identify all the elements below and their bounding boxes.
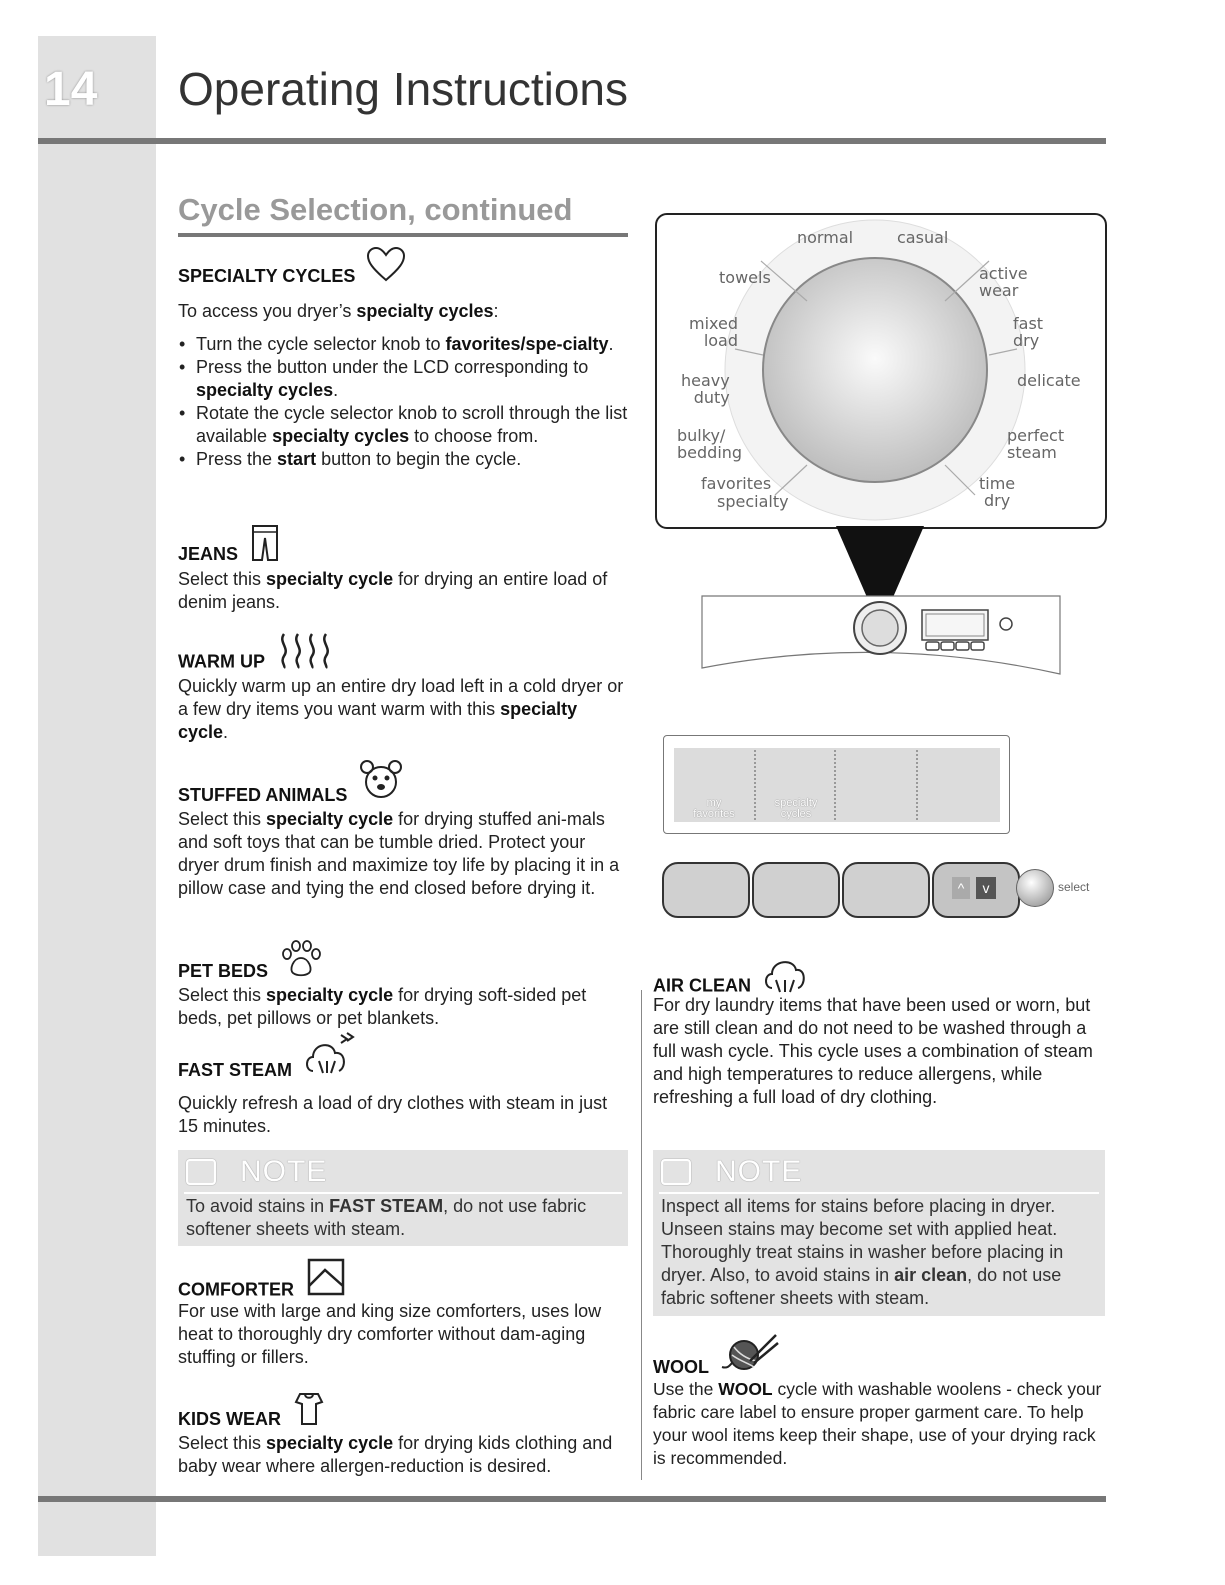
pet-beds-section: [178, 938, 628, 1030]
dial-label-casual: casual: [897, 228, 949, 247]
note-icon: [186, 1159, 216, 1185]
select-button[interactable]: [1016, 869, 1054, 907]
specialty-cycles-heading: SPECIALTY CYCLES: [178, 266, 356, 286]
cycle-selector-dial: [655, 213, 1107, 529]
section-title: Cycle Selection, continued: [178, 192, 573, 227]
select-label: select: [1058, 880, 1090, 894]
dial-label-delicate: delicate: [1017, 371, 1081, 390]
stuffed-animals-text: Select this specialty cycle for drying stuffed ani-mals and soft toys that can be tumble dried. Protect your dryer drum finish and maximize toy life by placing it in a pillow case and tying the end closed before drying it.: [178, 809, 620, 898]
lcd-label-specialty-cycles: specialty cycles: [774, 797, 818, 820]
lcd-divider: [916, 750, 919, 820]
chevron-down-icon[interactable]: v: [976, 877, 996, 899]
note-heading: NOTE: [715, 1155, 803, 1188]
jeans-heading: JEANS: [178, 544, 239, 564]
specialty-steps-list: [178, 333, 628, 471]
list-item: • Turn the cycle selector knob to favorites/spe-cialty.: [196, 333, 628, 356]
note-text: Inspect all items for stains before placing in dryer. Unseen stains may become set with applied heat. Thoroughly treat stains in washer before placing in dryer. Also, to avoid stains in air clean, do not use fabric softener sheets with steam.: [661, 1196, 1064, 1308]
lcd-divider: [754, 750, 757, 820]
heart-icon: [366, 246, 406, 308]
dial-label-perfect-steam: perfect steam: [1007, 426, 1065, 462]
stuffed-animals-section: [178, 756, 628, 900]
dial-label-bulky-bedding: bulky/ bedding: [677, 426, 743, 462]
wool-text: Use the WOOL cycle with washable woolens - check your fabric care label to ensure proper garment care. To help your wool items keep their shape, use of your drying rack is recommended.: [653, 1379, 1102, 1468]
pet-beds-text: Select this specialty cycle for drying soft-sided pet beds, pet pillows or pet blankets.: [178, 985, 587, 1028]
specialty-intro: To access you dryer’s specialty cycles:: [178, 301, 499, 321]
note-heading: NOTE: [240, 1155, 328, 1188]
section-rule: [178, 233, 628, 237]
lcd-label-my-favorites: my favorites: [693, 797, 735, 820]
dial-label-active-wear: active wear: [979, 264, 1028, 300]
comforter-heading: COMFORTER: [178, 1279, 294, 1300]
warm-up-section: [178, 630, 628, 744]
dial-label-mixed-load: mixed load: [689, 314, 739, 350]
chevron-up-icon[interactable]: ^: [952, 877, 970, 899]
note-divider: [184, 1192, 622, 1194]
warm-up-heading: WARM UP: [178, 651, 265, 672]
page-sidebar: [38, 36, 156, 1556]
fast-steam-section: [178, 1026, 628, 1138]
comforter-section: [178, 1256, 628, 1369]
header-rule: [38, 138, 1106, 144]
footer-rule: [38, 1496, 1106, 1502]
dial-label-favorites: favorites: [701, 474, 772, 493]
stuffed-animals-heading: STUFFED ANIMALS: [178, 785, 348, 805]
lcd-divider: [834, 750, 837, 820]
dial-label-heavy-duty: heavy duty: [681, 371, 730, 407]
fast-steam-text: Quickly refresh a load of dry clothes with steam in just 15 minutes.: [178, 1093, 608, 1136]
lcd-button-3[interactable]: [842, 862, 930, 918]
page-title: Operating Instructions: [178, 63, 629, 115]
fast-steam-heading: FAST STEAM: [178, 1060, 293, 1080]
kids-wear-heading: KIDS WEAR: [178, 1409, 281, 1429]
list-item: • Press the start button to begin the cycle.: [196, 448, 628, 471]
lcd-button-1[interactable]: [662, 862, 750, 918]
kids-wear-text: Select this specialty cycle for drying kids clothing and baby wear where allergen-reduction is desired.: [178, 1433, 613, 1476]
air-clean-section: [653, 950, 1108, 1109]
jeans-text: Select this specialty cycle for drying an entire load of denim jeans.: [178, 569, 608, 612]
note-divider: [659, 1192, 1099, 1194]
note-icon: [661, 1159, 691, 1185]
warm-up-text: Quickly warm up an entire dry load left in a cold dryer or a few dry items you want warm with this specialty cycle.: [178, 676, 624, 742]
note-box-air-clean: [653, 1150, 1105, 1316]
note-box-fast-steam: [178, 1150, 628, 1246]
jeans-section: [178, 524, 628, 614]
scroll-buttons[interactable]: [932, 862, 1020, 918]
list-item: • Press the button under the LCD corresponding to specialty cycles.: [196, 356, 628, 402]
pet-beds-heading: PET BEDS: [178, 961, 269, 981]
note-text: To avoid stains in FAST STEAM, do not use fabric softener sheets with steam.: [186, 1196, 587, 1239]
kids-wear-section: [178, 1386, 628, 1478]
control-panel-illustration: [700, 594, 1062, 680]
page-number: 14: [44, 63, 98, 116]
lcd-display: [663, 735, 1010, 834]
wool-section: [653, 1330, 1108, 1470]
lcd-button-2[interactable]: [752, 862, 840, 918]
column-divider: [641, 990, 642, 1480]
air-clean-heading: AIR CLEAN: [653, 975, 751, 996]
list-item: • Rotate the cycle selector knob to scroll through the list available specialty cycles to choose from.: [196, 402, 628, 448]
specialty-cycles-section: [178, 246, 628, 471]
dial-label-normal: normal: [797, 228, 854, 247]
dial-label-specialty: specialty: [717, 492, 789, 511]
dial-label-fast-dry: fast dry: [1013, 314, 1044, 350]
comforter-text: For use with large and king size comforters, uses low heat to thoroughly dry comforter without dam-aging stuffing or fillers.: [178, 1301, 602, 1367]
dial-label-time-dry: time dry: [979, 474, 1016, 510]
air-clean-text: For dry laundry items that have been used or worn, but are still clean and do not need to be washed through a full wash cycle. This cycle uses a combination of steam and high temperatures to reduce allergens, while refreshing a full load of dry clothing.: [653, 995, 1093, 1107]
wool-heading: WOOL: [653, 1357, 709, 1377]
dial-label-towels: towels: [719, 268, 771, 287]
